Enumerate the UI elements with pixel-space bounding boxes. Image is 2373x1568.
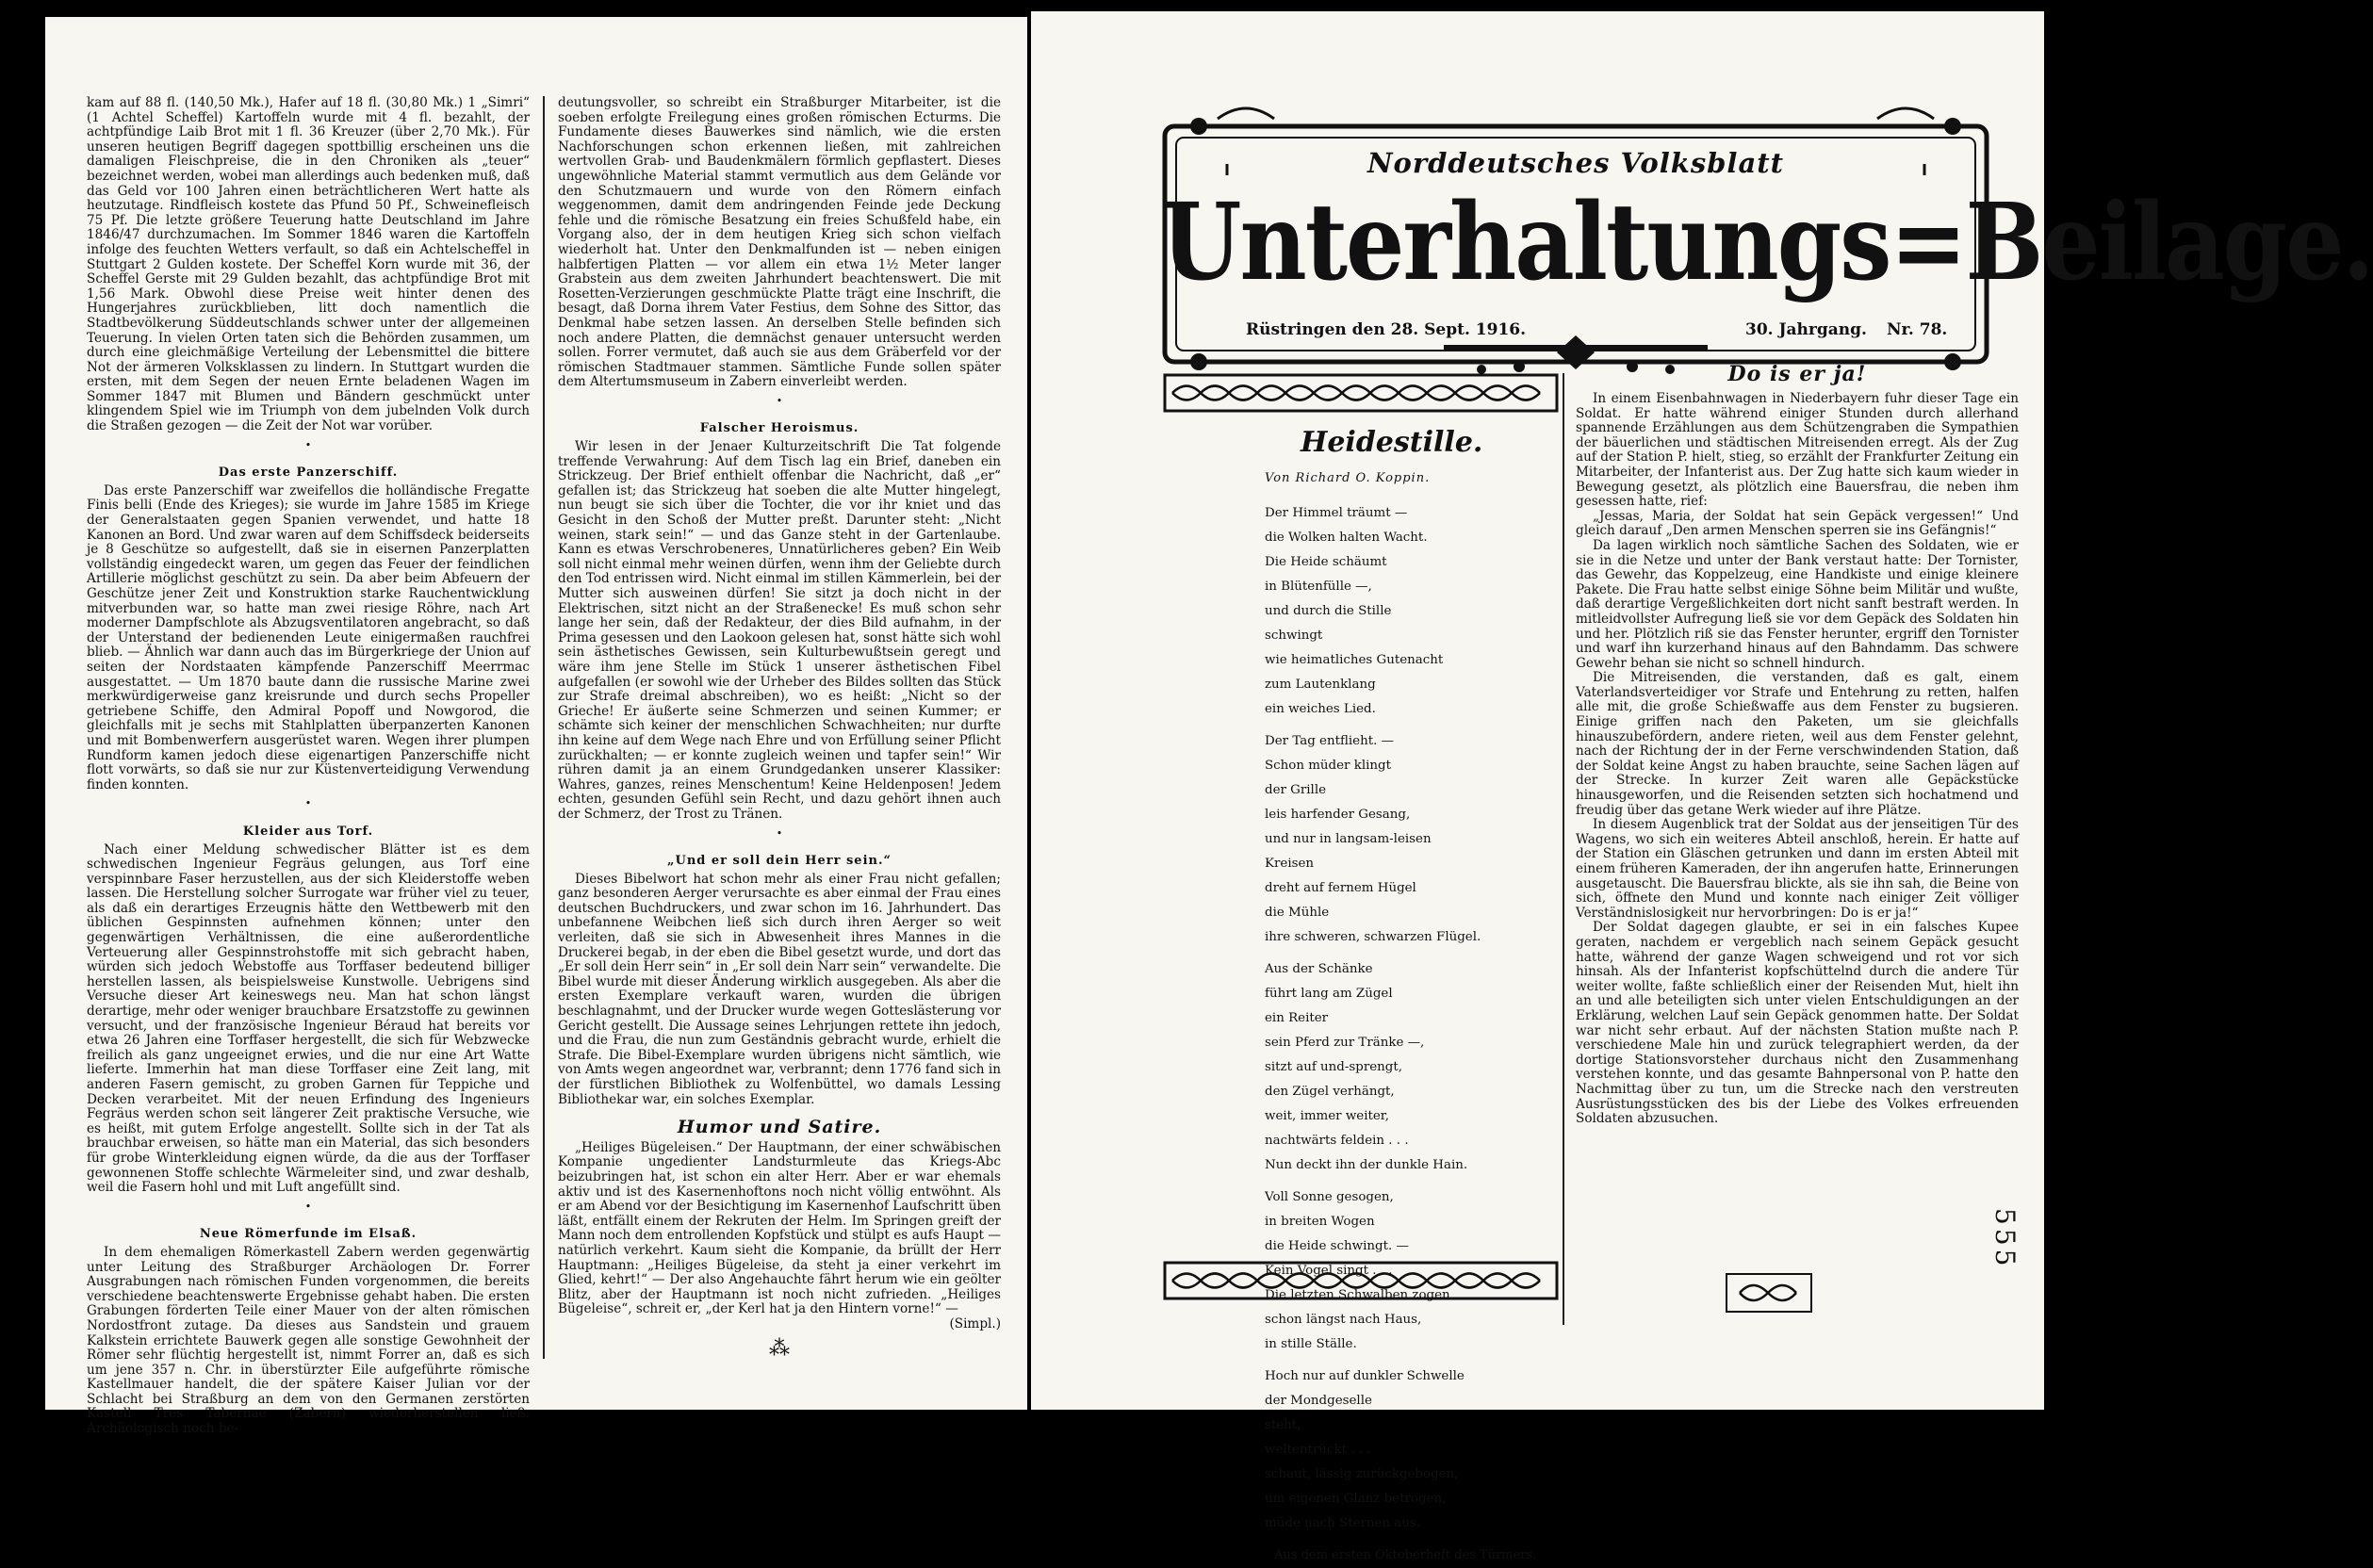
poem-line: der Grille xyxy=(1265,783,1327,797)
poem-line: Nun deckt ihn der dunkle Hain. xyxy=(1265,1158,1468,1172)
heading-roemerfunde: Neue Römerfunde im Elsaß. xyxy=(199,1227,417,1242)
poem-line: Der Himmel träumt — xyxy=(1265,506,1408,520)
poem-line: sein Pferd zur Tränke —, xyxy=(1265,1036,1425,1050)
poem-line: Voll Sonne gesogen, xyxy=(1265,1190,1394,1204)
poem-line: schwingt xyxy=(1265,629,1323,643)
heading-torf: Kleider aus Torf. xyxy=(242,824,374,839)
story-body xyxy=(1576,392,2019,1297)
humor-source: (Simpl.) xyxy=(949,1315,1001,1331)
col2-intro: deutungsvoller, so schreibt ein Straßburger Mitarbeiter, ist die soeben erfolgte Freilegung eines großen römischen Ecturms. Die Fundamente dieses Bauwerkes sind nämlich, wie die ersten Nachforschungen schon erkennen ließen, mit zahlreichen wertvollen Grab- und Baudenkmälern förmlich gepflastert. Dieses ungewöhnliche Material stammt vermutlich aus dem Gelände vor den Schutzmauern und wurde von den Römern einfach weggenommen, damit dem andringenden Feinde jede Deckung fehle und die römische Besatzung ein freies Schußfeld habe, ein Vorgang also, der in dem heutigen Krieg sich schon vielfach wiederholt hat. Unter den Denkmalfunden ist — neben einigen halbfertigen Platten — vor allem ein etwa 1½ Meter langer Grabstein aus dem zweiten Jahrhundert beachtenswert. Die mit Rosetten-Verzierungen geschmückte Platte trägt eine Inschrift, die besagt, daß Dorna ihrem Vater Festius, dem Sohne des Sittor, das Denkmal habe setzen lassen. An derselben Stelle befinden sich noch andere Platten, die demnächst genauer untersucht werden sollen. Forrer vermutet, daß auch sie aus dem Gräberfeld vor der römischen Stadtmauer stammen. Sämtliche Funde sollen später dem Altertumsmuseum in Zabern einverleibt werden. xyxy=(558,95,1001,390)
poem-line: ihre schweren, schwarzen Flügel. xyxy=(1265,930,1481,944)
column-2 xyxy=(558,96,1001,1359)
poem-line: führt lang am Zügel xyxy=(1265,987,1393,1001)
poem-ornament-bottom xyxy=(1163,1261,1559,1300)
poem-stanza xyxy=(1265,1364,1547,1536)
issue-date: Rüstringen den 28. Sept. 1916. xyxy=(1246,320,1527,339)
volume-year: 30. Jahrgang. xyxy=(1745,320,1867,339)
separator-star: • xyxy=(304,797,312,810)
poem-line: leis harfender Gesang, xyxy=(1265,808,1411,822)
story-paragraph: In diesem Augenblick trat der Soldat aus der jenseitigen Tür des Wagens, wo sich ein weiteres Abteil anschloß, herein. Er hatte auf der Station ein Gläschen getrunken und dann im ersten Abteil mit einem früheren Kameraden, der ihn angerufen hatte, Erinnerungen ausgetauscht. Die Bauersfrau blickte, als sie ihn sah, die Beine von sich, öffnete den Mund und konnte nach einiger Zeit völliger Verständnislosigkeit nur hervorbringen: Do is er ja!“ xyxy=(1576,817,2019,921)
poem-line: schaut, lässig zurückgebogen, xyxy=(1265,1467,1459,1481)
heading-humor: Humor und Satire. xyxy=(677,1117,882,1138)
col1-torf: Nach einer Meldung schwedischer Blätter ist es dem schwedischen Ingenieur Fegräus gelungen, aus Torf eine verspinnbare Faser herzustellen, aus der sich Kleiderstoffe weben lassen. Die Herstellung solcher Surrogate war früher viel zu teuer, als daß ein derartiges Erzeugnis hätte den Wettbewerb mit den üblichen Gespinnsten aufnehmen können; unter den gegenwärtigen Verhältnissen, die eine außerordentliche Verteuerung aller Gespinnstrohstoffe mit sich gebracht haben, würden sich jedoch Webstoffe aus Torffaser bedeutend billiger herstellen lassen, als beispielsweise Kunstwolle. Uebrigens sind Versuche dieser Art keineswegs neu. Man hat schon längst derartige, mehr oder weniger brauchbare Ersatzstoffe zu gewinnen versucht, und der französische Ingenieur Béraud hat bereits vor etwa 26 Jahren eine Torffaser hergestellt, die sich für Webzwecke freilich als ganz ungeeignet erwies, und die nur eine Art Watte lieferte. Immerhin hat man diese Torffaser eine Zeit lang, mit anderen Fasern gemischt, zu groben Garnen für Teppiche und Decken verarbeitet. Mit der neuen Erfindung des Ingenieurs Fegräus werden schon seit längerer Zeit praktische Versuche, wie es heißt, mit gutem Erfolge angestellt. Sollte sich in der Tat als brauchbar erweisen, so hätte man ein Material, das sich besonders für grobe Winterkleidung eignen würde, da die aus der Torffaser gewonnenen Stoffe schlechte Wärmeleiter sind, und zwar deshalb, weil die Fasern hohl und mit Luft angefüllt sind. xyxy=(87,841,530,1196)
story-title: Do is er ja! xyxy=(1727,362,1867,386)
col2-humor: „Heiliges Bügeleisen.“ Der Hauptmann, der einer schwäbischen Kompanie ungedienter Landsturmleute das Kriegs-Abc beizubringen hat, ist schon ein alter Herr. Aber er war ehemals aktiv und ist des Kasernenhoftons noch nicht völlig entwöhnt. Als er am Abend vor der Besichtigung im Kasernenhof Laufschritt üben läßt, entfällt einem der Rekruten der Helm. Im Springen greift der Mann noch dem entrollenden Kopfstück und stülpt es aufs Haupt — natürlich verkehrt. Kaum sieht die Kompanie, da brüllt der Herr Hauptmann: „Heiliges Bügeleise, da steht ja einer verkehrt im Glied, kehrt!“ — Der also Angehauchte fährt herum wie ein geölter Blitz, aber der Hauptmann ist noch nicht zufrieden. „Heiliges Bügeleise“, schreit er, „der Kerl hat ja den Hintern vorne!“ — xyxy=(558,1139,1001,1317)
poem-ornament-top xyxy=(1163,373,1559,413)
poem-line: sitzt auf und-sprengt, xyxy=(1265,1060,1402,1074)
poem-line: Kein Vogel singt . . . xyxy=(1265,1264,1393,1278)
poem-line: weltentrückt . . . xyxy=(1265,1443,1371,1457)
story-paragraph: Der Soldat dagegen glaubte, er sei in ein falsches Kupee geraten, nachdem er vergeblich nach seinem Gepäck gesucht hatte, während der ganze Wagen schweigend und rot vor sich hinsah. Als der Infanterist kopfschüttelnd durch die andere Tür weiter wollte, faßte schließlich einer der Reisenden Mut, hielt ihn an und alle beteiligten sich unter vielen Entschuldigungen an der Erklärung, welchen Lauf sein Gepäck genommen hatte. Der Soldat war nicht sehr erbaut. Auf der nächsten Station mußte nach P. verschiedene Male hin und zurück telegraphiert werden, da der dortige Stationsvorsteher durchaus nicht den Zusammenhang verstehen konnte, und das gesamte Bahnpersonal von P. hatte den Nachmittag über zu tun, um die Strecke nach den verstreuten Ausrüstungsstücken des bis der Liebe des Volkes erfreuenden Soldaten abzusuchen. xyxy=(1576,920,2019,1127)
right-page xyxy=(1031,11,2373,1562)
col1-roemerfunde: In dem ehemaligen Römerkastell Zabern werden gegenwärtig unter Leitung des Straßburger Archäologen Dr. Forrer Ausgrabungen nach römischen Funden vorgenommen, die bereits verschiedene beachtenswerte Ergebnisse gehabt haben. Die ersten Grabungen förderten Teile einer Mauer von der alten römischen Nordostfront zutage. Da dieses aus Sandstein und grauem Kalkstein errichtete Bauwerk gegen alle sonstige Gewohnheit der Römer sehr flüchtig hergestellt ist, nimmt Forrer an, daß es sich um jene 357 n. Chr. in überstürzter Eile aufgeführte römische Kastellmauer handelt, die der spätere Kaiser Julian vor der Schlacht bei Straßburg an dem von den Germanen zerstörten Kastell Tres Tabernae (Zabern) wiederherstellen ließ. Archäologisch noch be- xyxy=(87,1244,530,1437)
masthead xyxy=(1161,98,2373,381)
poem-line: Die Heide schäumt xyxy=(1265,555,1387,569)
poem-line: den Zügel verhängt, xyxy=(1265,1085,1395,1099)
poem-source: Aus dem ersten Oktoberheft des Türmers. xyxy=(1274,1548,1537,1562)
separator-star: • xyxy=(304,1200,312,1213)
col2-herr: Dieses Bibelwort hat schon mehr als einer Frau nicht gefallen; ganz besonderen Aerger verursachte es aber einmal der Frau eines deutschen Buchdruckers, und zwar schon im 16. Jahrhundert. Das unbefannene Weibchen ließ sich durch ihren Aerger so weit verleiten, daß sie sich in Abwesenheit ihres Mannes in die Druckerei begab, in der eben die Bibel gesetzt wurde, und dort das „Er soll dein Herr sein“ in „Er soll dein Narr sein“ verwandelte. Die Bibel wurde mit dieser Änderung wirklich ausgegeben. Als aber die ersten Exemplare verkauft waren, wurden die übrigen beschlagnahmt, und der Drucker wurde wegen Gotteslästerung vor Gericht gestellt. Die Aussage seines Lehrjungen rettete ihn jedoch, und die Frau, die nun zum Geständnis gebracht wurde, erhielt die Strafe. Die Bibel-Exemplare wurden übrigens nicht sämtlich, wie von Amts wegen angeordnet war, verbrannt; denn 1776 fand sich in der fürstlichen Bibliothek zu Wolfenbüttel, wo damals Lessing Bibliothekar war, ein solches Exemplar. xyxy=(558,871,1001,1107)
poem-line: Kreisen xyxy=(1265,857,1315,871)
poem-line: Hoch nur auf dunkler Schwelle xyxy=(1265,1369,1465,1383)
separator-star: • xyxy=(304,438,312,451)
page-number: 555 xyxy=(1989,1208,2021,1270)
poem-line: und durch die Stille xyxy=(1265,604,1392,618)
poem-line: der Mondgeselle xyxy=(1265,1394,1372,1408)
column-1 xyxy=(87,95,530,1437)
poem-line: Der Tag entflieht. — xyxy=(1265,734,1394,748)
poem-line: ein weiches Lied. xyxy=(1265,702,1376,716)
supplement-title: Unterhaltungs=Beilage. xyxy=(1161,180,2373,305)
poem-line: Schon müder klingt xyxy=(1265,759,1391,773)
poem-line: um eigenen Glanz betrogen, xyxy=(1265,1492,1447,1506)
poem-line: dreht auf fernem Hügel xyxy=(1265,881,1416,895)
paper-name: Norddeutsches Volksblatt xyxy=(1367,147,1785,179)
poem-line: steht, xyxy=(1265,1418,1301,1432)
poem-stanza xyxy=(1265,957,1547,1178)
separator-star: • xyxy=(776,826,783,840)
poem-stanza xyxy=(1265,729,1547,950)
story-paragraph: „Jessas, Maria, der Soldat hat sein Gepäck vergessen!“ Und gleich darauf „Den armen Menschen sperren sie ins Gefängnis!“ xyxy=(1576,508,2019,539)
poem-line: die Wolken halten Wacht. xyxy=(1265,531,1428,545)
poem-line: in breiten Wogen xyxy=(1265,1215,1375,1229)
poem-line: müde nach Sternen aus. xyxy=(1265,1516,1421,1530)
poem-line: die Heide schwingt. — xyxy=(1265,1239,1409,1253)
poem-line: in stille Ställe. xyxy=(1265,1337,1357,1351)
poem-line: zum Lautenklang xyxy=(1265,678,1376,692)
col1-intro: kam auf 88 fl. (140,50 Mk.), Hafer auf 18 fl. (30,80 Mk.) 1 „Simri“ (1 Achtel Scheffel) Kartoffeln wurde mit 4 fl. bezahlt, der achtpfündige Laib Brot mit 1 fl. 36 Kreuzer (über 2,70 Mk.). Für unseren heutigen Begriff dagegen spottbillig erscheinen uns die damaligen Fleischpreise, die in den Chroniken als „teuer“ bezeichnet werden, wobei man allerdings auch bedenken muß, daß das Geld vor 100 Jahren einen beträchtlicheren Wert hatte als heutzutage. Rindfleisch kostete das Pfund 50 Pf., Schweinefleisch 75 Pf. Die letzte größere Teuerung hatte Deutschland im Jahre 1846/47 durchzumachen. Im Sommer 1846 waren die Kartoffeln infolge des feuchten Wetters verfault, so daß ein Achtelscheffel in Stuttgart 2 Gulden kostete. Der Scheffel Korn wurde mit 36, der Scheffel Gerste mit 29 Gulden bezahlt, das achtpfündige Brot mit 1,56 Mark. Obwohl diese Preise weit hinter denen des Hungerjahres zurückblieben, litt doch namentlich die Stadtbevölkerung Süddeutschlands schwer unter der allgemeinen Teuerung. In vielen Orten taten sich die Behörden zusammen, um durch eine gleichmäßige Verteilung der Lebensmittel die bittere Not der ärmeren Volksklassen zu lindern. In Stuttgart wurden die ersten, mit dem Segen der neuen Ernte beladenen Wagen im Sommer 1847 mit Blumen und Bändern geschmückt unter klingendem Spiel wie im Triumph von dem jubelnden Volk durch die Straßen gezogen — die Zeit der Not war vorüber. xyxy=(87,95,530,434)
col1-panzerschiff: Das erste Panzerschiff war zweifellos die holländische Fregatte Finis belli (Ende des Krieges); sie wurde im Jahre 1585 im Kriege der Generalstaaten gegen Spanien verwendet, und hatte 18 Kanonen an Bord. Und zwar waren auf dem Schiffsdeck beiderseits je 8 Geschütze so aufgestellt, daß sie in eisernen Panzerplatten vollständig eingedeckt waren, um gegen das Feuer der feindlichen Artillerie möglichst geschützt zu sein. Da aber beim Abfeuern der Geschütze jener Zeit und Konstruktion starke Rauchentwicklung mitverbunden war, so hatte man zwei riesige Röhre, nach Art moderner Dampfschlote als Abzugsventilatoren angebracht, so daß der Unterstand der bedienenden Leute einigermaßen rauchfrei blieb. — Ähnlich war dann auch das im Bürgerkriege der Union auf seiten der Nordstaaten kämpfende Panzerschiff Meerrmac ausgestattet. — Um 1870 baute dann die russische Marine zwei merkwürdigerweise ganz kreisrunde und durch sechs Propeller getriebene Schiffe, den Admiral Popoff und Nowgorod, die gleichfalls mit je sechs mit Stahlplatten überpanzerten Kanonen und mit Bombenwerfern ausgerüstet waren. Wegen ihrer plumpen Rundform kamen jedoch diese eigenartigen Panzerschiffe nicht flott vorwärts, so daß sie nur zur Küstenverteidigung Verwendung finden konnten. xyxy=(87,482,530,792)
col2-heroismus: Wir lesen in der Jenaer Kulturzeitschrift Die Tat folgende treffende Verwahrung: Auf dem Tisch lag ein Brief, daneben ein Strickzeug. Der Brief enthielt offenbar die Nachricht, daß „er“ gefallen ist; das Strickzeug hat soeben die alte Mutter hingelegt, nun beugt sie sich über die Tochter, die vor ihr kniet und das Gesicht in den Schoß der Mutter preßt. Darunter steht: „Nicht weinen, stark sein!“ — und das Ganze steht in der Gartenlaube. Kann es etwas Verschrobeneres, Unnatürlicheres geben? Ein Weib soll nicht einmal mehr weinen dürfen, wenn ihm der Geliebte durch den Tod entrissen wird. Nicht einmal im stillen Kämmerlein, bei der Mutter sich ausweinen dürfen! Sie sitzt ja doch nicht in der Elektrischen, sitzt nicht an der Straßenecke! Es muß schon sehr lange her sein, daß der Redakteur, der dies Bild aufnahm, in der Prima gesessen und den Laokoon gelesen hat, sonst hätte sich wohl sein ästhetisches Gewissen, sein Kulturbewußtsein geregt und wäre ihm jene Stelle im Stück 1 unserer ästhetischen Fibel aufgefallen (er sowohl wie der Urheber des Bildes sollten das Stück zur Strafe dreimal abschreiben), wo es heißt: „Nicht so der Grieche! Er äußerte seine Schmerzen und seinen Kummer; er schämte sich keiner der menschlichen Schwachheiten; nur durfte ihn keine auf dem Wege nach Ehre und von Erfüllung seiner Pflicht zurückhalten; — er konnte zugleich weinen und tapfer sein!“ Wir rühren damit ja an einem Grundgedanken unserer Klassiker: Wahres, ganzes, reines Menschentum! Keine Heldenposen! Jedem echten, gesunden Gefühl sein Recht, und dazu gehört ihnen auch der Schmerz, der Trost zu Tränen. xyxy=(558,439,1001,822)
heading-panzerschiff: Das erste Panzerschiff. xyxy=(218,466,399,481)
poem-title: Heidestille. xyxy=(1301,426,1483,459)
story-paragraph: Da lagen wirklich noch sämtliche Sachen des Soldaten, wie er sie in die Netze und unter der Bank verstaut hatte: Der Tornister, das Gewehr, das Koppelzeug, eine Handkiste und einige kleinere Pakete. Die Frau hatte selbst einige Söhne beim Militär und wußte, daß derartige Vergeßlichkeiten dort nicht sanft bestraft werden. In mitleidvollster Aufregung ließ sie vor dem Gepäck des Soldaten hin und her. Plötzlich riß sie das Fenster herunter, ergriff den Tornister und warf ihn kurzerhand hinaus auf den Bahndamm. Das schwere Gewehr behan sie nicht so schnell hindurch. xyxy=(1576,537,2019,671)
column-rule xyxy=(543,96,545,1359)
poem-line: und nur in langsam-leisen xyxy=(1265,832,1432,846)
heading-herr: „Und er soll dein Herr sein.“ xyxy=(667,854,892,869)
column-rule xyxy=(1563,373,1564,1325)
poem-stanza xyxy=(1265,501,1547,722)
issue-number: Nr. 78. xyxy=(1887,320,1948,339)
poem-line: Aus der Schänke xyxy=(1265,962,1373,976)
poem-author: Von Richard O. Koppin. xyxy=(1265,471,1431,485)
end-vignette xyxy=(1725,1272,1813,1314)
separator-star: • xyxy=(776,394,783,407)
poem-line: ein Reiter xyxy=(1265,1011,1329,1025)
poem-line: schon längst nach Haus, xyxy=(1265,1313,1422,1327)
poem-body xyxy=(1265,501,1547,1568)
poem-line: weit, immer weiter, xyxy=(1265,1109,1389,1123)
story-paragraph: Die Mitreisenden, die verstanden, daß es galt, einem Vaterlandsverteidiger vor Strafe und Entehrung zu retten, halfen alle mit, die große Schießwaffe aus dem Fenster zu bugsieren. Einige griffen nach den Paketen, um sie gleichfalls hinauszubefördern, andere rieten, weil aus dem Fenster gelehnt, nach der Richtung der in der Ferne verschwindenden Station, daß der Soldat keine Angst zu haben brauchte, seine Sachen lägen auf der Strecke. In kurzer Zeit waren alle Gepäckstücke hinausgeworfen, und die Reisenden setzten sich hochatmend und freudig über das getane Werk wieder auf ihre Plätze. xyxy=(1576,670,2019,818)
heading-heroismus: Falscher Heroismus. xyxy=(699,421,859,436)
poem-line: die Mühle xyxy=(1265,906,1330,920)
poem-line: in Blütenfülle —, xyxy=(1265,580,1372,594)
poem-line: nachtwärts feldein . . . xyxy=(1265,1134,1409,1148)
poem-line: Die letzten Schwalben zogen xyxy=(1265,1288,1450,1302)
poem-line: wie heimatliches Gutenacht xyxy=(1265,653,1444,667)
left-page xyxy=(45,17,1027,1437)
story-paragraph: In einem Eisenbahnwagen in Niederbayern fuhr dieser Tage ein Soldat. Er hatte während einiger Stunden durch allerhand spannende Erzählungen aus dem Schützengraben die Sympathien der bäuerlichen und städtischen Mitreisenden erregt. Als der Zug auf der Station P. hielt, stieg, so erzählt der Frankfurter Zeitung ein Mitarbeiter, der Infanterist aus. Der Zug hatte sich kaum wieder in Bewegung gesetzt, als plötzlich eine Bauersfrau, die neben ihm gesessen hatte, rief: xyxy=(1576,391,2019,510)
end-ornament: ⁂ xyxy=(769,1336,790,1361)
